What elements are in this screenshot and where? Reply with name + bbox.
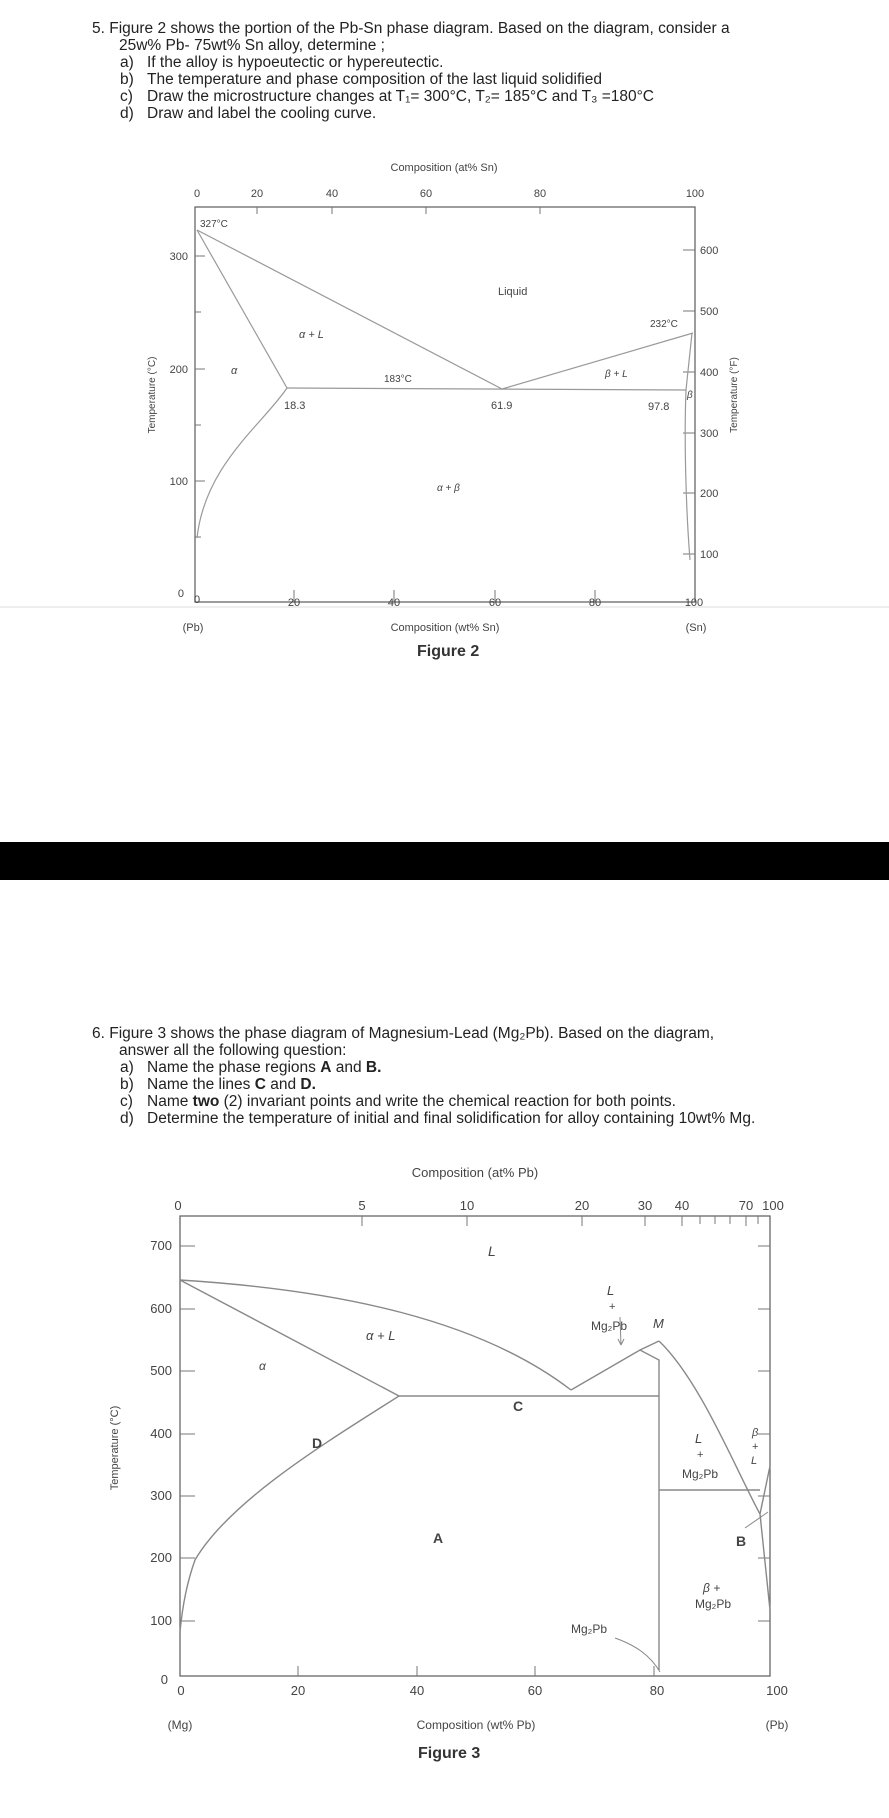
fig2-alpha-l: α + L [299, 329, 324, 341]
fig3-B: B [736, 1533, 747, 1549]
fig2-bottom-tick: 80 [588, 597, 602, 609]
fig2-c978: 97.8 [648, 401, 670, 413]
fig2-y-left-tick: 300 [169, 251, 188, 263]
fig3-A: A [433, 1530, 444, 1546]
fig3-bottom-tick: 100 [766, 1683, 788, 1698]
q6-part-d: d) Determine the temperature of initial and final solidification for alloy containing 10wt% Mg. [120, 1110, 756, 1127]
fig3-y-tick: 100 [150, 1613, 172, 1628]
fig2-y-right-tick: 400 [700, 367, 719, 379]
fig2-t183: 183°C [384, 374, 412, 385]
q5-part-a: a) If the alloy is hypoeutectic or hypereutectic. [120, 54, 444, 71]
fig3-beta-plus: + [752, 1441, 759, 1453]
figure-3-phase-diagram [0, 1140, 889, 1818]
fig3-y-tick: 200 [150, 1550, 172, 1565]
fig2-top-tick: 60 [419, 188, 433, 200]
fig2-top-tick: 40 [325, 188, 339, 200]
fig2-bottom-tick: 20 [287, 597, 301, 609]
fig3-top-tick: 5 [358, 1198, 366, 1213]
fig3-plot-frame [180, 1216, 770, 1676]
fig3-bottom-tick: 20 [290, 1683, 306, 1698]
fig3-y-tick: 700 [150, 1238, 172, 1253]
fig2-top-tick: 0 [193, 188, 201, 200]
figure-3-caption: Figure 3 [418, 1745, 481, 1762]
fig3-C: C [513, 1398, 524, 1414]
fig2-alpha-beta: α + β [437, 483, 460, 494]
fig2-y-right-tick: 200 [700, 488, 719, 500]
fig3-alpha-l: α + L [366, 1328, 396, 1343]
fig3-D: D [312, 1435, 323, 1451]
fig3-beta-plus-mg2pb: β + [703, 1581, 721, 1595]
fig3-y-label: Temperature (°C) [109, 1405, 121, 1491]
fig2-top-axis-title: Composition (at% Sn) [390, 162, 498, 174]
figure-2-phase-diagram [0, 0, 889, 680]
q5-part-c: c) Draw the microstructure changes at T₁= 300°C, T₂= 185°C and T₃ =180°C [120, 88, 655, 105]
fig2-top-tick: 80 [533, 188, 547, 200]
figure-2-caption: Figure 2 [417, 643, 480, 660]
fig3-bottom-axis-title: Composition (wt% Pb) [416, 1718, 536, 1732]
fig2-liquid: Liquid [498, 286, 528, 298]
fig2-t232: 232°C [650, 319, 678, 330]
fig3-top-tick: 70 [738, 1198, 754, 1213]
fig3-top-tick: 30 [637, 1198, 653, 1213]
fig3-bottom-tick: 80 [649, 1683, 665, 1698]
fig3-L2: L [607, 1283, 615, 1298]
question-6 [92, 1025, 755, 1127]
fig2-y-right-tick: 300 [700, 428, 719, 440]
fig3-mg2pb-2: Mg₂Pb [682, 1467, 719, 1481]
fig3-y-tick: 500 [150, 1363, 172, 1378]
q5-part-d: d) Draw and label the cooling curve. [120, 105, 377, 122]
fig3-bottom-tick: 0 [177, 1683, 185, 1698]
q6-line2: answer all the following question: [119, 1042, 347, 1059]
fig3-top-tick: 20 [574, 1198, 590, 1213]
fig3-mg2pb-1: Mg₂Pb [591, 1319, 628, 1333]
fig2-pb-label: (Pb) [182, 622, 204, 634]
fig3-bottom-tick: 40 [409, 1683, 425, 1698]
fig3-y-tick: 400 [150, 1426, 172, 1441]
fig2-y-left-label: Temperature (°C) [147, 356, 158, 434]
fig2-bottom-axis-title: Composition (wt% Sn) [390, 622, 500, 634]
q6-part-a: a) Name the phase regions A and B. [120, 1059, 382, 1076]
fig3-L3: L [695, 1431, 703, 1446]
fig3-mg-label: (Mg) [167, 1718, 193, 1732]
fig2-c619: 61.9 [491, 400, 513, 412]
fig3-y-tick: 0 [160, 1672, 168, 1687]
fig3-beta-L: L [751, 1455, 758, 1467]
fig2-sn-label: (Sn) [685, 622, 707, 634]
fig2-beta-l: β + L [605, 369, 628, 380]
fig3-beta: β [752, 1427, 759, 1439]
q5-part-b: b) The temperature and phase composition of the last liquid solidified [120, 71, 602, 88]
q6-part-b: b) Name the lines C and D. [120, 1076, 316, 1093]
fig2-beta: β [687, 390, 693, 401]
fig2-y-right-label: Temperature (°F) [729, 357, 740, 433]
fig3-top-axis-title: Composition (at% Pb) [411, 1165, 539, 1180]
fig3-mg2pb-4: Mg₂Pb [571, 1622, 608, 1636]
fig2-phase-lines [197, 230, 693, 560]
fig2-bottom-tick: 60 [488, 597, 502, 609]
fig2-top-tick: 20 [250, 188, 264, 200]
fig3-M: M [653, 1316, 664, 1331]
fig3-top-tick: 40 [674, 1198, 690, 1213]
fig3-y-tick: 300 [150, 1488, 172, 1503]
fig2-y-left-tick: 100 [169, 476, 188, 488]
fig2-y-left-tick: 0 [177, 588, 184, 600]
black-separator-bar [0, 842, 889, 880]
fig2-y-right-tick: 500 [700, 306, 719, 318]
fig2-alpha: α [231, 365, 238, 377]
fig3-top-tick: 100 [762, 1198, 784, 1213]
fig3-mg2pb-3: Mg₂Pb [695, 1597, 732, 1611]
fig2-bottom-tick: 40 [387, 597, 401, 609]
fig2-y-right-tick: 100 [700, 549, 719, 561]
fig3-bottom-tick: 60 [527, 1683, 543, 1698]
fig3-top-tick: 0 [174, 1198, 182, 1213]
fig2-c183: 18.3 [284, 400, 306, 412]
fig2-plot-frame [195, 207, 695, 602]
fig3-top-tick: 10 [459, 1198, 475, 1213]
q6-part-c: c) Name two (2) invariant points and write the chemical reaction for both points. [120, 1093, 676, 1110]
fig2-y-right-tick: 600 [700, 245, 719, 257]
fig3-y-tick: 600 [150, 1301, 172, 1316]
fig3-L3-plus: + [697, 1449, 704, 1461]
fig2-t327: 327°C [200, 219, 228, 230]
fig2-y-left-tick: 200 [169, 364, 188, 376]
fig3-L2-plus: + [609, 1301, 616, 1313]
fig3-L: L [488, 1243, 496, 1259]
q5-line2: 25w% Pb- 75wt% Sn alloy, determine ; [119, 37, 385, 54]
fig2-bottom-tick: 0 [193, 594, 201, 606]
fig3-pb-label: (Pb) [765, 1718, 789, 1732]
fig3-alpha: α [259, 1359, 266, 1373]
fig2-top-tick: 100 [685, 188, 705, 200]
q6-line1: 6. Figure 3 shows the phase diagram of Magnesium-Lead (Mg₂Pb). Based on the diagram, [92, 1025, 715, 1042]
fig2-bottom-tick: 100 [684, 597, 704, 609]
q5-line1: 5. Figure 2 shows the portion of the Pb-Sn phase diagram. Based on the diagram, consider a [92, 20, 730, 37]
